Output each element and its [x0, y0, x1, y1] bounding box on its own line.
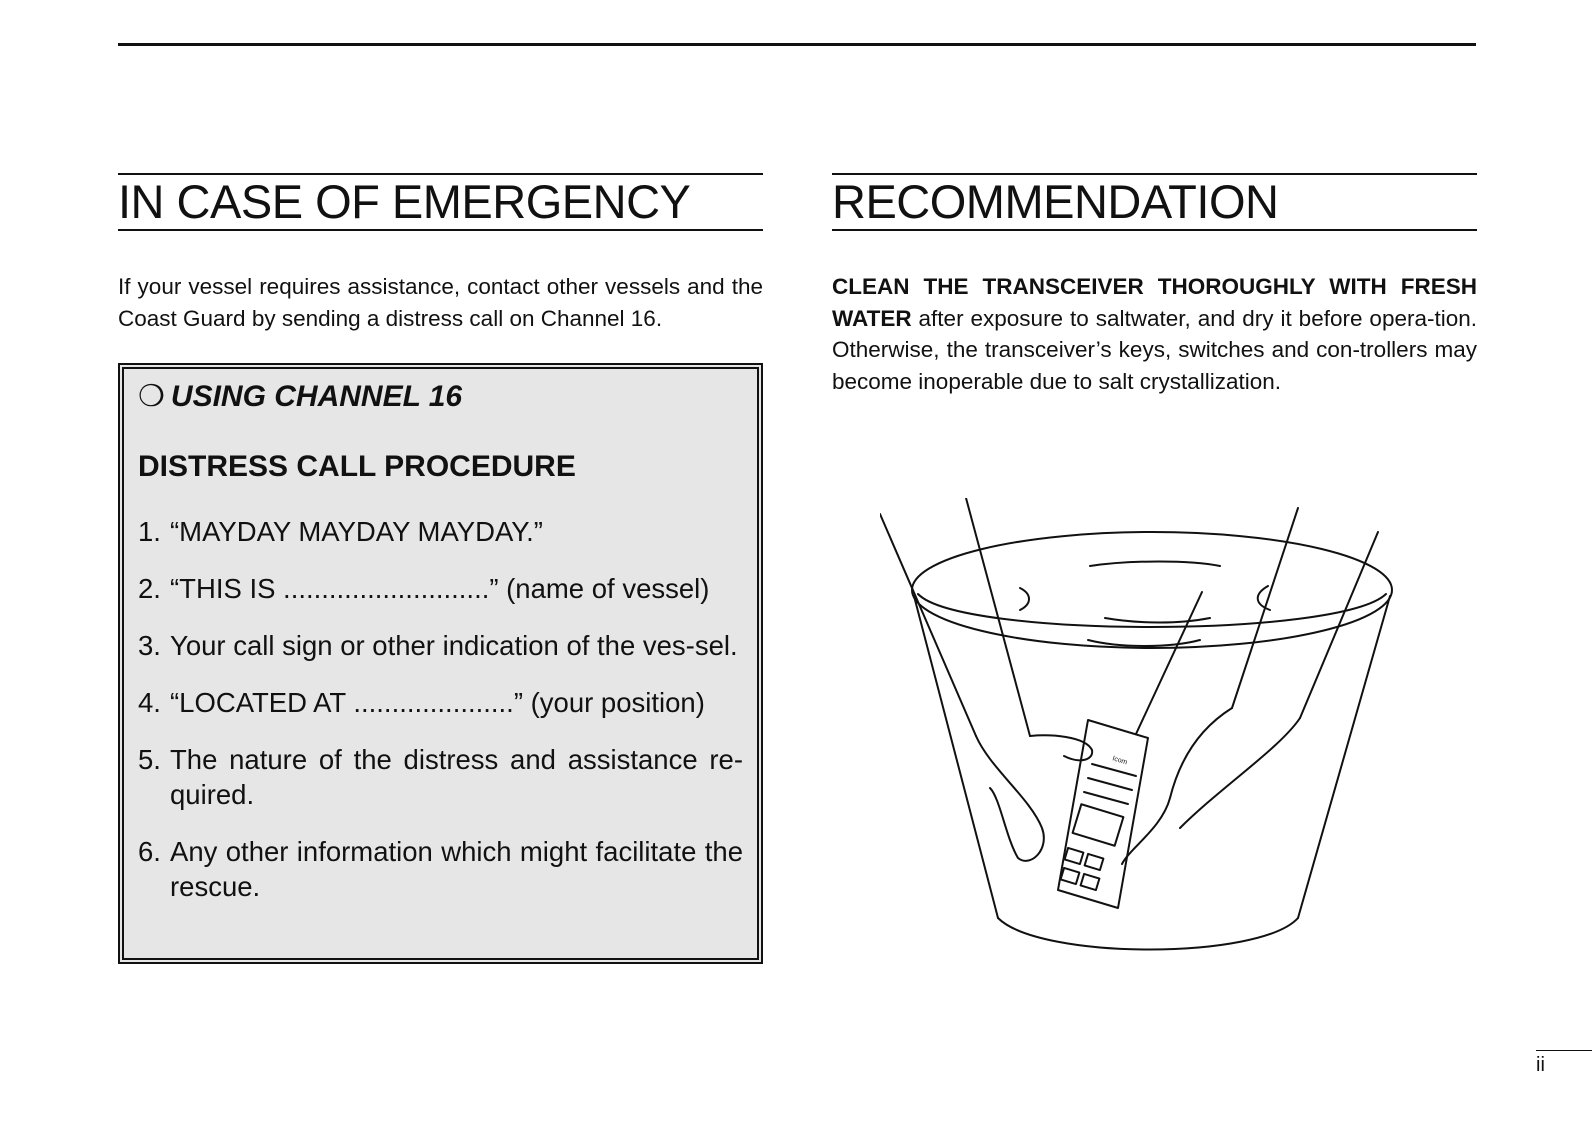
step-text: Any other information which might facilitate the rescue. — [170, 836, 743, 902]
water-line — [1088, 640, 1200, 646]
page-number: ii — [1536, 1054, 1545, 1076]
arm-left — [966, 498, 1030, 736]
list-item — [138, 834, 743, 904]
list-item — [138, 742, 743, 812]
recommendation-text — [832, 271, 1477, 397]
step-number: 2. — [138, 573, 161, 604]
circle-bullet-icon: ❍ — [138, 380, 165, 413]
step-text: “THIS IS ...........................” (name of vessel) — [170, 573, 710, 604]
step-text: The nature of the distress and assistance re-quired. — [170, 744, 743, 810]
radio-antenna — [1136, 592, 1202, 734]
bucket-rim — [912, 532, 1392, 648]
radio-key — [1081, 874, 1100, 890]
radio-key — [1085, 854, 1104, 870]
emergency-section — [118, 173, 763, 357]
radio-grille — [1088, 778, 1132, 790]
hand-left — [976, 736, 1044, 861]
step-number: 5. — [138, 744, 161, 775]
step-text: “MAYDAY MAYDAY MAYDAY.” — [170, 516, 543, 547]
step-number: 6. — [138, 836, 161, 867]
emergency-title: IN CASE OF EMERGENCY — [118, 173, 763, 231]
page-number-rule — [1536, 1050, 1592, 1051]
recommendation-section — [832, 173, 1477, 420]
radio-brand-label: Icom — [1111, 755, 1128, 767]
step-number: 3. — [138, 630, 161, 661]
arm-right — [1300, 532, 1378, 718]
water-line — [1090, 562, 1220, 567]
bucket-bottom — [998, 918, 1298, 950]
water-line — [1105, 618, 1210, 623]
list-item — [138, 514, 743, 549]
step-text: Your call sign or other indication of the ves-sel. — [170, 630, 738, 661]
distress-steps — [138, 514, 743, 904]
distress-procedure-box — [118, 363, 763, 964]
radio-key — [1065, 848, 1084, 864]
hand-right — [1180, 718, 1300, 828]
list-item — [138, 571, 743, 606]
water-line — [1020, 588, 1029, 610]
bucket-side-right — [1298, 596, 1390, 918]
radio-display — [1073, 804, 1124, 846]
radio-body — [1058, 720, 1148, 908]
recommendation-bold: CLEAN THE TRANSCEIVER THOROUGHLY WITH FRESH WATER — [832, 274, 1477, 331]
box-subtitle — [138, 379, 743, 414]
list-item — [138, 628, 743, 663]
list-item — [138, 685, 743, 720]
step-number: 1. — [138, 516, 161, 547]
hand-right — [1122, 708, 1232, 864]
top-rule — [118, 43, 1476, 46]
radio-key — [1061, 868, 1080, 884]
rinsing-transceiver-illustration — [880, 498, 1410, 978]
emergency-intro: If your vessel requires assistance, contact other vessels and the Coast Guard by sending a distress call on Channel 16. — [118, 274, 763, 331]
recommendation-title: RECOMMENDATION — [832, 173, 1477, 231]
step-text: “LOCATED AT .....................” (your position) — [170, 687, 705, 718]
radio-grille — [1084, 792, 1128, 804]
box-subtitle-text: USING CHANNEL 16 — [170, 380, 463, 413]
bucket-side-left — [914, 596, 998, 918]
radio-grille — [1092, 764, 1136, 776]
step-number: 4. — [138, 687, 161, 718]
recommendation-rest: after exposure to saltwater, and dry it before opera-tion. Otherwise, the transceiver’s keys, switches and con-trollers may become inoperable due to salt crystallization. — [832, 305, 1477, 394]
box-heading: DISTRESS CALL PROCEDURE — [138, 450, 576, 483]
